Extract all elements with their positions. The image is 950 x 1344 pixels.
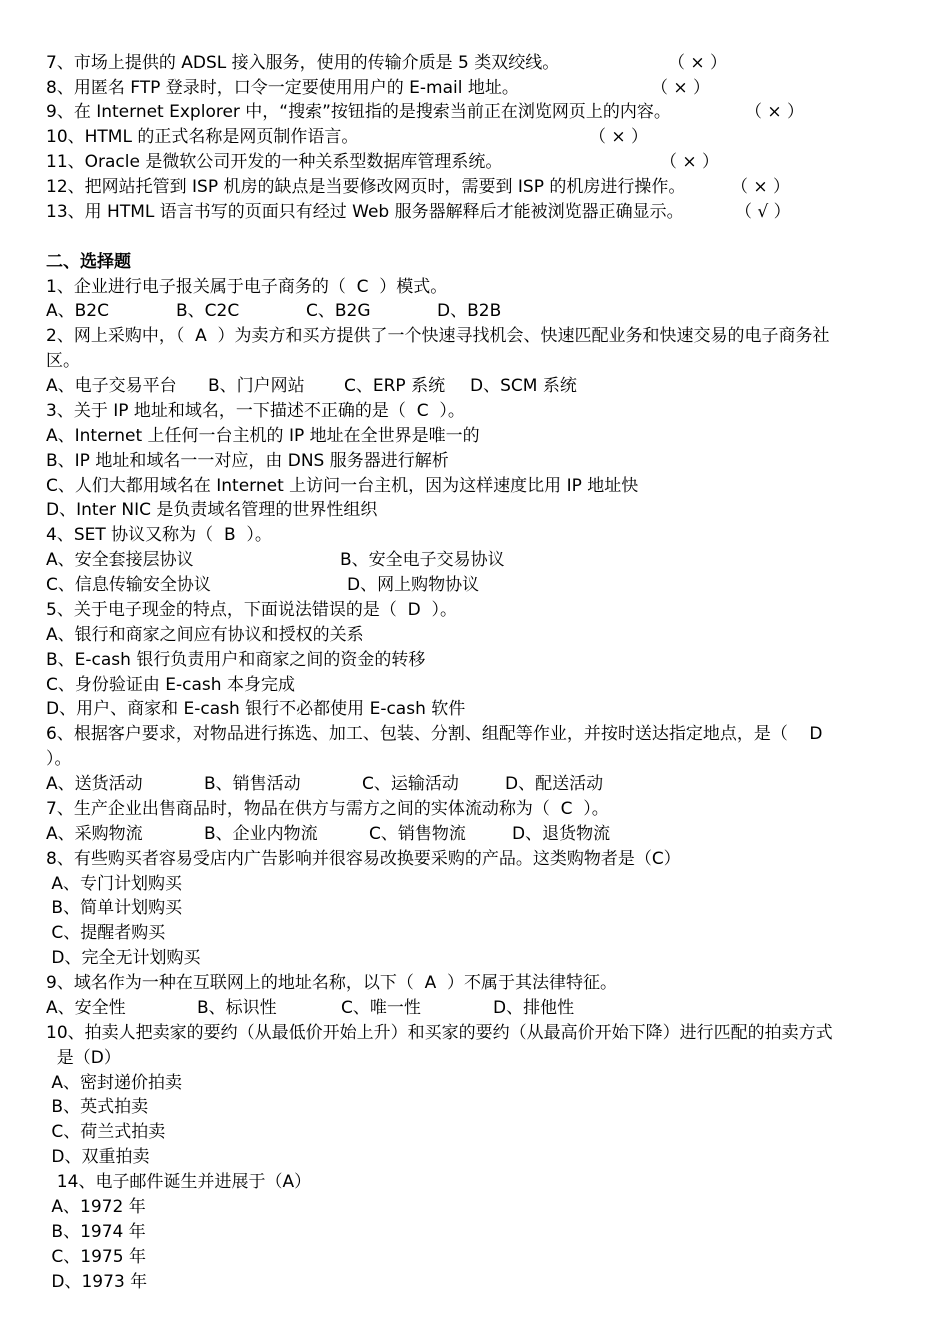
option-9a: A、安全性 xyxy=(46,998,126,1018)
option-1a: A、B2C xyxy=(46,301,109,321)
option-4c: C、信息传输安全协议 xyxy=(46,575,211,595)
option-3c: C、人们大都用域名在 Internet 上访问一台主机，因为这样速度比用 IP 地址快 xyxy=(46,476,639,496)
question-6-cont: ）。 xyxy=(46,749,72,769)
option-5d: D、用户、商家和 E-cash 银行不必都使用 E-cash 软件 xyxy=(46,699,466,719)
question-2-cont: 区。 xyxy=(46,351,80,371)
option-5c: C、身份验证由 E-cash 本身完成 xyxy=(46,675,295,695)
option-1c: C、B2G xyxy=(306,301,371,321)
section-heading: 二、选择题 xyxy=(46,252,131,272)
option-6d: D、配送活动 xyxy=(505,774,604,794)
option-8a: A、专门计划购买 xyxy=(46,874,183,894)
option-14d: D、1973 年 xyxy=(46,1272,148,1292)
option-14b: B、1974 年 xyxy=(46,1222,146,1242)
option-3a: A、Internet 上任何一台主机的 IP 地址在全世界是唯一的 xyxy=(46,426,480,446)
question-2: 2、网上采购中，（ A ）为卖方和买方提供了一个快速寻找机会、快速匹配业务和快速交易的电子商务社 xyxy=(46,326,830,346)
judgment-answer-9: （ × ） xyxy=(745,102,805,122)
judgment-item-8: 8、用匿名 FTP 登录时，口令一定要使用用户的 E-mail 地址。 xyxy=(46,78,519,98)
question-4: 4、SET 协议又称为（ B ）。 xyxy=(46,525,272,545)
judgment-answer-12: （ × ） xyxy=(731,177,791,197)
option-14a: A、1972 年 xyxy=(46,1197,146,1217)
option-10d: D、双重拍卖 xyxy=(46,1147,150,1167)
question-6: 6、根据客户要求，对物品进行拣选、加工、包装、分割、组配等作业，并按时送达指定地点，是（ D xyxy=(46,724,823,744)
option-9b: B、标识性 xyxy=(197,998,277,1018)
judgment-answer-11: （ × ） xyxy=(660,152,720,172)
option-9c: C、唯一性 xyxy=(341,998,421,1018)
option-2d: D、SCM 系统 xyxy=(470,376,577,396)
judgment-item-10: 10、HTML 的正式名称是网页制作语言。 xyxy=(46,127,359,147)
option-5a: A、银行和商家之间应有协议和授权的关系 xyxy=(46,625,364,645)
option-9d: D、排他性 xyxy=(493,998,575,1018)
option-5b: B、E-cash 银行负责用户和商家之间的资金的转移 xyxy=(46,650,426,670)
judgment-item-11: 11、Oracle 是微软公司开发的一种关系型数据库管理系统。 xyxy=(46,152,503,172)
judgment-item-7: 7、市场上提供的 ADSL 接入服务，使用的传输介质是 5 类双绞线。 xyxy=(46,53,560,73)
option-2b: B、门户网站 xyxy=(208,376,305,396)
question-5: 5、关于电子现金的特点，下面说法错误的是（ D ）。 xyxy=(46,600,458,620)
option-1d: D、B2B xyxy=(437,301,502,321)
option-7a: A、采购物流 xyxy=(46,824,143,844)
option-7d: D、退货物流 xyxy=(512,824,611,844)
judgment-answer-8: （ × ） xyxy=(651,78,711,98)
option-8d: D、完全无计划购买 xyxy=(46,948,201,968)
question-14: 14、电子邮件诞生并进展于（A） xyxy=(46,1172,312,1192)
option-6a: A、送货活动 xyxy=(46,774,143,794)
judgment-item-9: 9、在 Internet Explorer 中，“搜索”按钮指的是搜索当前正在浏览网页上的内容。 xyxy=(46,102,671,122)
option-10a: A、密封递价拍卖 xyxy=(46,1073,183,1093)
question-10-cont: 是（D） xyxy=(46,1048,121,1068)
judgment-item-12: 12、把网站托管到 ISP 机房的缺点是当要修改网页时，需要到 ISP 的机房进行操作。 xyxy=(46,177,686,197)
option-3b: B、IP 地址和域名一一对应，由 DNS 服务器进行解析 xyxy=(46,451,449,471)
judgment-answer-7: （ × ） xyxy=(668,53,728,73)
option-4a: A、安全套接层协议 xyxy=(46,550,194,570)
question-10: 10、拍卖人把卖家的要约（从最低价开始上升）和买家的要约（从最高价开始下降）进行匹配的拍卖方式 xyxy=(46,1023,833,1043)
option-7b: B、企业内物流 xyxy=(204,824,318,844)
judgment-answer-10: （ × ） xyxy=(589,127,649,147)
option-7c: C、销售物流 xyxy=(369,824,466,844)
option-10c: C、荷兰式拍卖 xyxy=(46,1122,166,1142)
option-8c: C、提醒者购买 xyxy=(46,923,166,943)
question-7: 7、生产企业出售商品时，物品在供方与需方之间的实体流动称为（ C ）。 xyxy=(46,799,609,819)
option-4d: D、网上购物协议 xyxy=(347,575,480,595)
option-3d: D、Inter NIC 是负责域名管理的世界性组织 xyxy=(46,500,378,520)
judgment-item-13: 13、用 HTML 语言书写的页面只有经过 Web 服务器解释后才能被浏览器正确显示。 xyxy=(46,202,684,222)
question-8: 8、有些购买者容易受店内广告影响并很容易改换要采购的产品。这类购物者是（C） xyxy=(46,849,681,869)
option-6c: C、运输活动 xyxy=(362,774,459,794)
option-2c: C、ERP 系统 xyxy=(344,376,446,396)
option-2a: A、电子交易平台 xyxy=(46,376,177,396)
option-4b: B、安全电子交易协议 xyxy=(340,550,505,570)
question-3: 3、关于 IP 地址和域名，一下描述不正确的是（ C ）。 xyxy=(46,401,465,421)
question-1: 1、企业进行电子报关属于电子商务的（ C ）模式。 xyxy=(46,277,448,297)
option-14c: C、1975 年 xyxy=(46,1247,146,1267)
option-1b: B、C2C xyxy=(176,301,240,321)
option-10b: B、英式拍卖 xyxy=(46,1097,149,1117)
question-9: 9、域名作为一种在互联网上的地址名称，以下（ A ）不属于其法律特征。 xyxy=(46,973,618,993)
judgment-answer-13: （ √ ） xyxy=(735,202,791,222)
option-6b: B、销售活动 xyxy=(204,774,301,794)
option-8b: B、简单计划购买 xyxy=(46,898,183,918)
